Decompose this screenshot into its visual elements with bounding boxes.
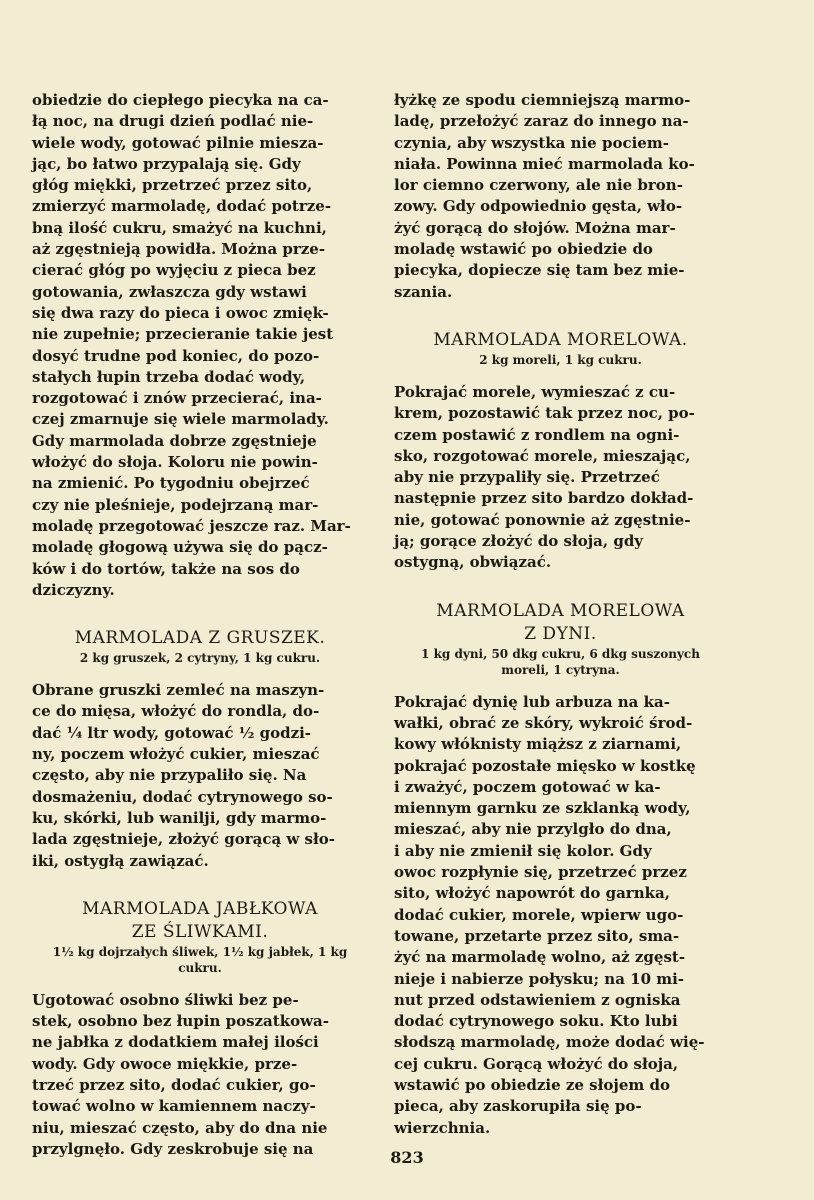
recipe-ingredients-morelowa: 2 kg moreli, 1 kg cukru.	[479, 352, 642, 367]
text-line: i zważyć, poczem gotować w ka-	[394, 777, 661, 796]
page-number: 823	[390, 1148, 424, 1167]
text-line: dziczyzny.	[32, 580, 115, 599]
text-line: czem postawić z rondlem na ogni-	[394, 425, 680, 444]
text-line: głóg miękki, przetrzeć przez sito,	[32, 176, 313, 195]
text-line: jąc, bo łatwo przypalają się. Gdy	[32, 154, 301, 173]
text-line: i aby nie zmienił się kolor. Gdy	[394, 841, 652, 860]
text-line: sito, włożyć napowrót do garnka,	[394, 884, 670, 903]
text-line: wierzchnia.	[394, 1118, 491, 1137]
text-line: ków i do tortów, także na sos do	[32, 559, 300, 578]
recipe-body-morelowa	[394, 382, 727, 574]
text-line: się dwa razy do pieca i owoc zmięk-	[32, 303, 329, 322]
left-intro-text	[32, 90, 368, 601]
text-line: cej cukru. Gorącą włożyć do słoja,	[394, 1054, 679, 1073]
text-line: pieca, aby zaskorupiła się po-	[394, 1097, 642, 1116]
text-line: wody. Gdy owoce miękkie, prze-	[32, 1054, 298, 1073]
text-line: sko, rozgotować morele, mieszając,	[394, 446, 691, 465]
text-line: zmierzyć marmoladę, dodać potrze-	[32, 197, 332, 216]
recipe-title-dynia-line2: Z DYNI.	[524, 623, 597, 644]
text-line: dodać cytrynowego soku. Kto lubi	[394, 1012, 678, 1031]
recipe-ingredients-jablkowa-line2: cukru.	[178, 960, 222, 975]
text-line: Obrane gruszki zemleć na maszyn-	[32, 681, 325, 700]
text-line: szania.	[394, 282, 453, 301]
text-line: nieje i nabierze połysku; na 10 mi-	[394, 969, 685, 988]
text-line: lor ciemno czerwony, ale nie bron-	[394, 176, 683, 195]
text-line: owoc rozpłynie się, przetrzeć przez	[394, 863, 687, 882]
text-line: moladę wstawić po obiedzie do	[394, 240, 653, 259]
text-line: Gdy marmolada dobrze zgęstnieje	[32, 431, 317, 450]
text-line: mieszać, aby nie przylgło do dna,	[394, 820, 672, 839]
text-line: czynia, aby wszystka nie pociem-	[394, 133, 669, 152]
text-line: lada zgęstnieje, złożyć gorącą w sło-	[32, 830, 335, 849]
text-line: moladę przegotować jeszcze raz. Mar-	[32, 516, 351, 535]
text-line: stałych łupin trzeba dodać wody,	[32, 367, 306, 386]
recipe-ingredients-gruszki: 2 kg gruszek, 2 cytryny, 1 kg cukru.	[79, 651, 321, 666]
right-column	[394, 90, 727, 1139]
text-line: nie zupełnie; przecieranie takie jest	[32, 325, 334, 344]
text-line: słodszą marmoladę, może dodać wię-	[394, 1033, 705, 1052]
text-line: dać ¼ ltr wody, gotować ½ godzi-	[32, 723, 312, 742]
text-line: towane, przetarte przez sito, sma-	[394, 926, 680, 945]
text-line: Ugotować osobno śliwki bez pe-	[32, 990, 299, 1009]
text-line: nut przed odstawieniem z ogniska	[394, 990, 681, 1009]
text-line: moladę głogową używa się do pącz-	[32, 538, 328, 557]
text-line: żyć na marmoladę wolno, aż zgęst-	[394, 948, 686, 967]
text-line: żyć gorącą do słojów. Można mar-	[394, 218, 676, 237]
recipe-ingredients-dynia-line1: 1 kg dyni, 50 dkg cukru, 6 dkg suszonych	[421, 646, 700, 661]
text-line: niu, mieszać często, aby do dna nie	[32, 1118, 328, 1137]
text-line: obiedzie do ciepłego piecyka na ca-	[32, 91, 329, 109]
text-line: następnie przez sito bardzo dokład-	[394, 489, 694, 508]
text-line: włożyć do słoja. Koloru nie powin-	[32, 453, 318, 472]
text-line: łyżkę ze spodu ciemniejszą marmo-	[394, 91, 691, 109]
text-line: Pokrajać morele, wymieszać z cu-	[394, 382, 676, 401]
text-line: tować wolno w kamiennem naczy-	[32, 1097, 316, 1116]
recipe-body-gruszki	[32, 680, 368, 872]
text-line: dosyć trudne pod koniec, do pozo-	[32, 346, 320, 365]
text-line: dosmażeniu, dodać cytrynowego so-	[32, 787, 333, 806]
text-line: ostygną, obwiązać.	[394, 553, 552, 572]
recipe-ingredients-jablkowa-line1: 1½ kg dojrzałych śliwek, 1½ kg jabłek, 1 kg	[52, 944, 348, 959]
text-line: cierać głóg po wyjęciu z pieca bez	[32, 261, 316, 280]
recipe-title-morelowa: MARMOLADA MORELOWA.	[433, 329, 688, 350]
text-line: zowy. Gdy odpowiednio gęsta, wło-	[394, 197, 683, 216]
text-line: ladę, przełożyć zaraz do innego na-	[394, 112, 689, 131]
text-line: rozgotować i znów przecierać, ina-	[32, 389, 322, 408]
text-line: krem, pozostawić tak przez noc, po-	[394, 404, 695, 423]
text-line: miennym garnku ze szklanką wody,	[394, 799, 691, 818]
text-line: stek, osobno bez łupin poszatkowa-	[32, 1012, 329, 1031]
recipe-body-dynia	[394, 692, 727, 1139]
text-line: pokrajać pozostałe mięsko w kostkę	[394, 756, 696, 775]
recipe-body-jablkowa	[32, 990, 368, 1160]
text-line: łą noc, na drugi dzień podlać nie-	[32, 112, 314, 131]
text-line: niała. Powinna mieć marmolada ko-	[394, 154, 695, 173]
text-line: ją; gorące złożyć do słoja, gdy	[394, 532, 644, 551]
recipe-title-jablkowa-line2: ZE ŚLIWKAMI.	[131, 921, 269, 942]
text-line: czej zmarnuje się wiele marmolady.	[32, 410, 329, 429]
text-line: wstawić po obiedzie ze słojem do	[394, 1075, 670, 1094]
right-intro-text	[394, 90, 727, 303]
text-line: aby nie przypaliły się. Przetrzeć	[394, 468, 660, 487]
text-line: ce do mięsa, włożyć do rondla, do-	[32, 702, 320, 721]
text-line: bną ilość cukru, smażyć na kuchni,	[32, 218, 327, 237]
text-line: często, aby nie przypaliło się. Na	[32, 766, 307, 785]
text-line: przylgnęło. Gdy zeskrobuje się na	[32, 1139, 314, 1158]
text-line: wałki, obrać ze skóry, wykroić środ-	[394, 713, 693, 732]
text-line: trzeć przez sito, dodać cukier, go-	[32, 1075, 316, 1094]
recipe-title-dynia-line1: MARMOLADA MORELOWA	[436, 600, 685, 621]
text-line: aż zgęstnieją powidła. Można prze-	[32, 240, 326, 259]
left-column	[32, 90, 368, 1160]
text-line: wiele wody, gotować pilnie miesza-	[32, 133, 324, 152]
recipe-title-jablkowa-line1: MARMOLADA JABŁKOWA	[82, 898, 318, 919]
text-line: ny, poczem włożyć cukier, mieszać	[32, 745, 320, 764]
text-line: nie, gotować ponownie aż zgęstnie-	[394, 510, 691, 529]
text-line: gotowania, zwłaszcza gdy wstawi	[32, 282, 307, 301]
text-line: ku, skórki, lub wanilji, gdy marmo-	[32, 808, 327, 827]
recipe-ingredients-dynia-line2: moreli, 1 cytryna.	[501, 662, 620, 677]
text-line: na zmienić. Po tygodniu obejrzeć	[32, 474, 310, 493]
text-line: Pokrajać dynię lub arbuza na ka-	[394, 692, 670, 711]
text-line: dodać cukier, morele, wpierw ugo-	[394, 905, 684, 924]
text-line: czy nie pleśnieje, podejrzaną mar-	[32, 495, 319, 514]
text-line: piecyka, dopiecze się tam bez mie-	[394, 261, 685, 280]
recipe-title-gruszki: MARMOLADA Z GRUSZEK.	[74, 628, 326, 649]
text-line: iki, ostygłą zawiązać.	[32, 851, 209, 870]
text-line: kowy włóknisty miąższ z ziarnami,	[394, 735, 682, 754]
text-line: ne jabłka z dodatkiem małej ilości	[32, 1033, 319, 1052]
